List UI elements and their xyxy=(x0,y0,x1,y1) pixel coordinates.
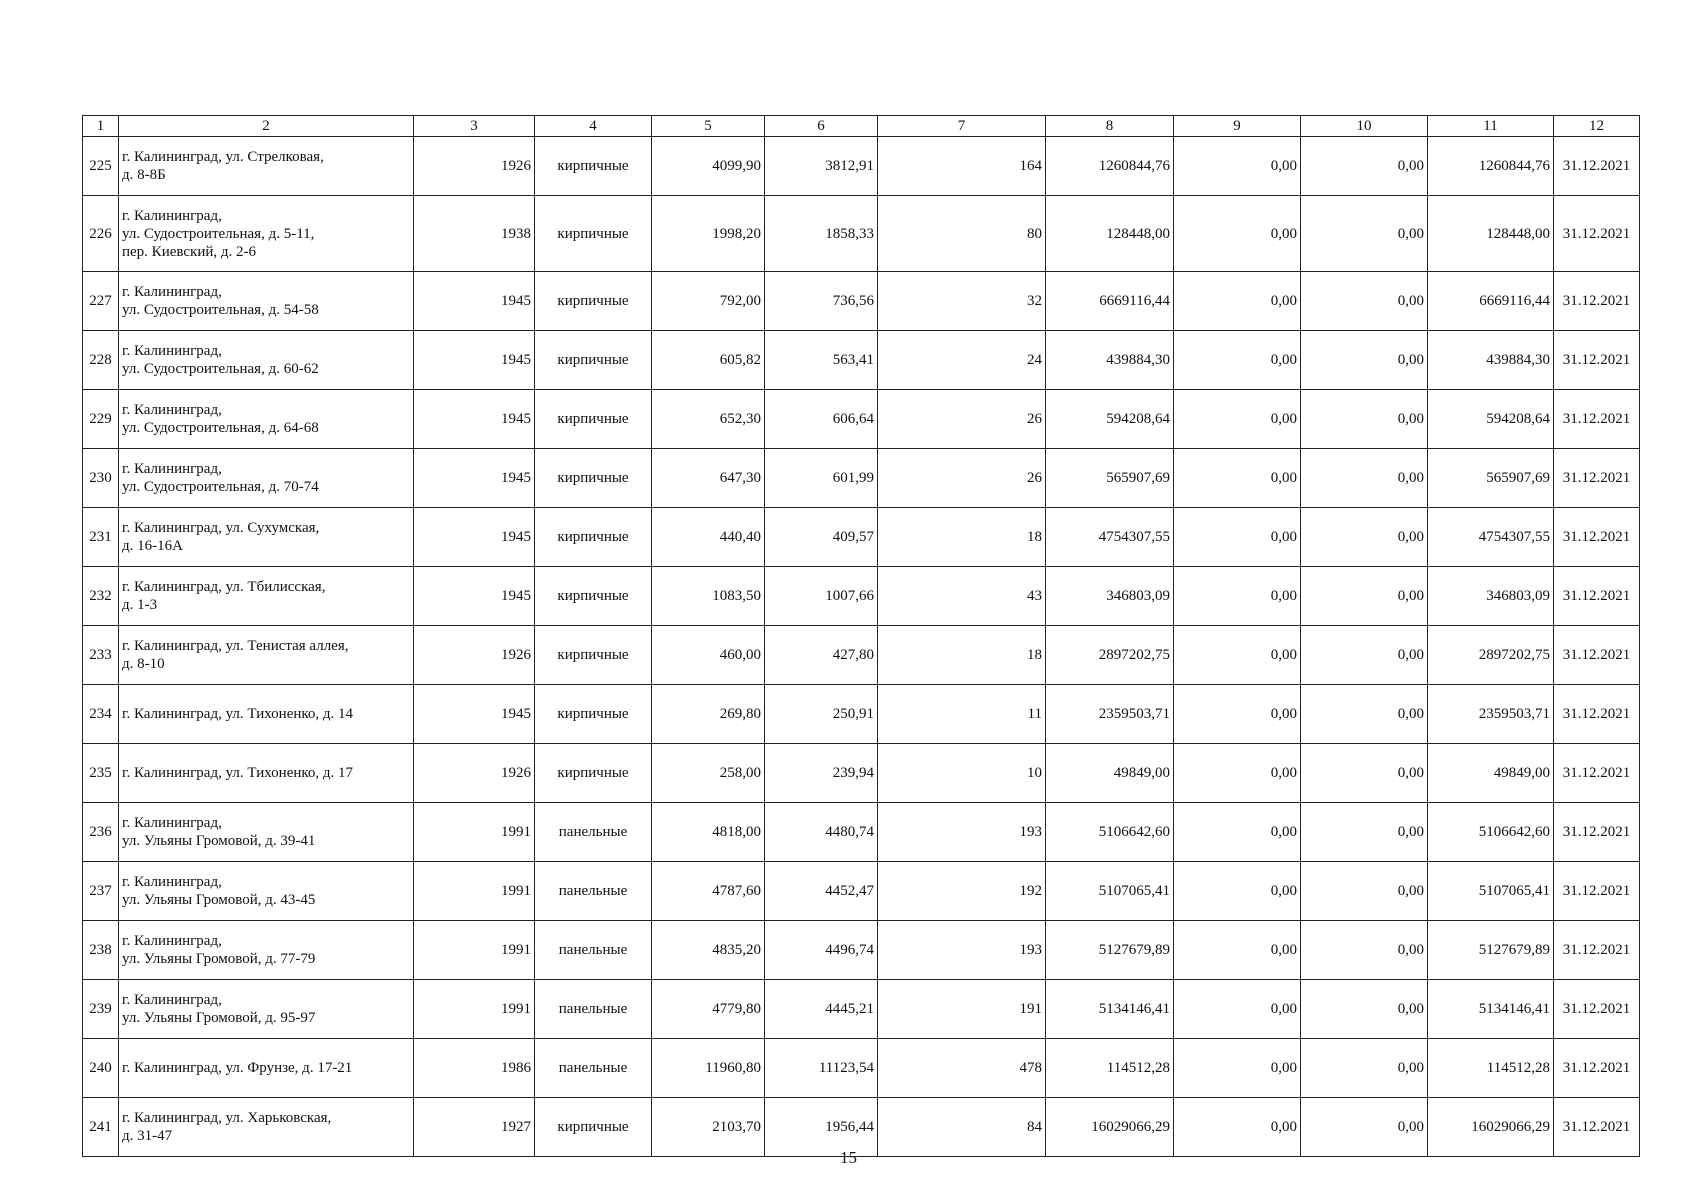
cell-col-6: 239,94 xyxy=(765,744,878,803)
cell-row-number: 230 xyxy=(83,449,119,508)
address-line: пер. Киевский, д. 2-6 xyxy=(122,243,256,260)
cell-col-8: 114512,28 xyxy=(1046,1039,1174,1098)
cell-col-12: 31.12.2021 xyxy=(1554,137,1640,196)
cell-year: 1927 xyxy=(414,1098,535,1157)
column-header: 9 xyxy=(1174,116,1301,137)
cell-col-9: 0,00 xyxy=(1174,626,1301,685)
cell-col-12: 31.12.2021 xyxy=(1554,1098,1640,1157)
address-line: г. Калининград, xyxy=(122,992,222,1008)
cell-col-9: 0,00 xyxy=(1174,137,1301,196)
cell-col-7: 80 xyxy=(878,196,1046,272)
cell-col-9: 0,00 xyxy=(1174,508,1301,567)
column-header: 5 xyxy=(652,116,765,137)
cell-year: 1926 xyxy=(414,744,535,803)
cell-col-10: 0,00 xyxy=(1301,390,1428,449)
cell-col-6: 250,91 xyxy=(765,685,878,744)
address-line: г. Калининград, ул. Тбилисская, xyxy=(122,579,326,595)
cell-row-number: 240 xyxy=(83,1039,119,1098)
cell-col-12: 31.12.2021 xyxy=(1554,508,1640,567)
cell-col-5: 652,30 xyxy=(652,390,765,449)
cell-col-9: 0,00 xyxy=(1174,685,1301,744)
table-row xyxy=(83,449,1640,508)
cell-address xyxy=(119,331,414,390)
cell-col-7: 18 xyxy=(878,508,1046,567)
cell-col-10: 0,00 xyxy=(1301,862,1428,921)
cell-col-12: 31.12.2021 xyxy=(1554,626,1640,685)
cell-col-5: 4835,20 xyxy=(652,921,765,980)
column-header: 3 xyxy=(414,116,535,137)
cell-col-11: 2897202,75 xyxy=(1428,626,1554,685)
cell-col-6: 3812,91 xyxy=(765,137,878,196)
cell-row-number: 225 xyxy=(83,137,119,196)
column-header: 2 xyxy=(119,116,414,137)
address-line: д. 8-10 xyxy=(122,656,165,672)
table-row xyxy=(83,390,1640,449)
cell-col-10: 0,00 xyxy=(1301,272,1428,331)
cell-col-6: 606,64 xyxy=(765,390,878,449)
cell-col-7: 192 xyxy=(878,862,1046,921)
cell-col-8: 1260844,76 xyxy=(1046,137,1174,196)
cell-col-7: 478 xyxy=(878,1039,1046,1098)
address-line: г. Калининград, xyxy=(122,402,222,418)
cell-col-9: 0,00 xyxy=(1174,272,1301,331)
cell-col-10: 0,00 xyxy=(1301,137,1428,196)
cell-col-7: 18 xyxy=(878,626,1046,685)
cell-col-9: 0,00 xyxy=(1174,921,1301,980)
cell-wall-material: кирпичные xyxy=(535,744,652,803)
address-line: г. Калининград, xyxy=(122,284,222,300)
cell-col-6: 4452,47 xyxy=(765,862,878,921)
cell-col-6: 1956,44 xyxy=(765,1098,878,1157)
address-line: г. Калининград, ул. Фрунзе, д. 17-21 xyxy=(122,1060,353,1076)
cell-col-5: 4099,90 xyxy=(652,137,765,196)
cell-col-11: 16029066,29 xyxy=(1428,1098,1554,1157)
table-row xyxy=(83,137,1640,196)
cell-col-11: 2359503,71 xyxy=(1428,685,1554,744)
table-row xyxy=(83,272,1640,331)
cell-col-8: 5106642,60 xyxy=(1046,803,1174,862)
cell-col-5: 460,00 xyxy=(652,626,765,685)
address-line: ул. Судостроительная, д. 60-62 xyxy=(122,361,319,377)
cell-address xyxy=(119,390,414,449)
cell-col-10: 0,00 xyxy=(1301,744,1428,803)
address-line: г. Калининград, xyxy=(122,874,222,890)
cell-row-number: 233 xyxy=(83,626,119,685)
cell-row-number: 231 xyxy=(83,508,119,567)
cell-address xyxy=(119,626,414,685)
cell-col-10: 0,00 xyxy=(1301,567,1428,626)
cell-address xyxy=(119,137,414,196)
cell-wall-material: кирпичные xyxy=(535,331,652,390)
cell-col-7: 164 xyxy=(878,137,1046,196)
cell-wall-material: кирпичные xyxy=(535,449,652,508)
address-line: ул. Ульяны Громовой, д. 95-97 xyxy=(122,1010,316,1026)
address-line: ул. Судостроительная, д. 5-11, xyxy=(122,225,315,242)
cell-col-7: 193 xyxy=(878,921,1046,980)
cell-col-6: 1858,33 xyxy=(765,196,878,272)
column-header: 8 xyxy=(1046,116,1174,137)
cell-col-9: 0,00 xyxy=(1174,1098,1301,1157)
cell-year: 1945 xyxy=(414,567,535,626)
cell-col-5: 792,00 xyxy=(652,272,765,331)
cell-col-9: 0,00 xyxy=(1174,196,1301,272)
cell-wall-material: панельные xyxy=(535,803,652,862)
cell-col-11: 5107065,41 xyxy=(1428,862,1554,921)
cell-wall-material: панельные xyxy=(535,862,652,921)
table-row xyxy=(83,685,1640,744)
cell-col-10: 0,00 xyxy=(1301,1039,1428,1098)
cell-row-number: 235 xyxy=(83,744,119,803)
table-row xyxy=(83,331,1640,390)
cell-col-11: 594208,64 xyxy=(1428,390,1554,449)
cell-row-number: 239 xyxy=(83,980,119,1039)
address-line: ул. Судостроительная, д. 64-68 xyxy=(122,420,319,436)
cell-col-11: 346803,09 xyxy=(1428,567,1554,626)
cell-col-5: 605,82 xyxy=(652,331,765,390)
cell-col-9: 0,00 xyxy=(1174,331,1301,390)
column-header: 10 xyxy=(1301,116,1428,137)
page-number: 15 xyxy=(840,1148,857,1167)
table-row xyxy=(83,508,1640,567)
address-line: д. 16-16А xyxy=(122,538,183,554)
cell-address xyxy=(119,744,414,803)
cell-address xyxy=(119,685,414,744)
cell-wall-material: кирпичные xyxy=(535,390,652,449)
cell-address xyxy=(119,449,414,508)
cell-year: 1991 xyxy=(414,980,535,1039)
cell-col-12: 31.12.2021 xyxy=(1554,980,1640,1039)
address-line: г. Калининград, ул. Харьковская, xyxy=(122,1110,332,1126)
cell-row-number: 237 xyxy=(83,862,119,921)
cell-address xyxy=(119,196,414,272)
cell-col-6: 1007,66 xyxy=(765,567,878,626)
cell-col-8: 6669116,44 xyxy=(1046,272,1174,331)
cell-col-5: 269,80 xyxy=(652,685,765,744)
cell-col-11: 5134146,41 xyxy=(1428,980,1554,1039)
cell-col-10: 0,00 xyxy=(1301,508,1428,567)
cell-year: 1986 xyxy=(414,1039,535,1098)
cell-col-10: 0,00 xyxy=(1301,803,1428,862)
cell-col-6: 427,80 xyxy=(765,626,878,685)
cell-wall-material: панельные xyxy=(535,921,652,980)
cell-col-8: 2359503,71 xyxy=(1046,685,1174,744)
address-line: г. Калининград, ул. Стрелковая, xyxy=(122,149,324,165)
cell-col-12: 31.12.2021 xyxy=(1554,803,1640,862)
cell-col-7: 26 xyxy=(878,449,1046,508)
cell-col-9: 0,00 xyxy=(1174,803,1301,862)
address-line: ул. Ульяны Громовой, д. 43-45 xyxy=(122,892,316,908)
cell-col-9: 0,00 xyxy=(1174,449,1301,508)
cell-row-number: 238 xyxy=(83,921,119,980)
cell-col-7: 193 xyxy=(878,803,1046,862)
cell-col-11: 49849,00 xyxy=(1428,744,1554,803)
cell-col-10: 0,00 xyxy=(1301,980,1428,1039)
address-line: г. Калининград, xyxy=(122,461,222,477)
column-header: 1 xyxy=(83,116,119,137)
address-line: г. Калининград, ул. Сухумская, xyxy=(122,520,320,536)
cell-address xyxy=(119,980,414,1039)
column-header: 6 xyxy=(765,116,878,137)
cell-row-number: 241 xyxy=(83,1098,119,1157)
cell-row-number: 227 xyxy=(83,272,119,331)
cell-col-6: 11123,54 xyxy=(765,1039,878,1098)
cell-wall-material: панельные xyxy=(535,1039,652,1098)
cell-wall-material: кирпичные xyxy=(535,272,652,331)
cell-row-number: 229 xyxy=(83,390,119,449)
cell-col-8: 4754307,55 xyxy=(1046,508,1174,567)
cell-col-7: 24 xyxy=(878,331,1046,390)
cell-wall-material: кирпичные xyxy=(535,137,652,196)
cell-col-9: 0,00 xyxy=(1174,980,1301,1039)
cell-col-8: 565907,69 xyxy=(1046,449,1174,508)
column-header: 11 xyxy=(1428,116,1554,137)
cell-col-12: 31.12.2021 xyxy=(1554,449,1640,508)
address-line: г. Калининград, ул. Тенистая аллея, xyxy=(122,638,349,654)
cell-col-9: 0,00 xyxy=(1174,1039,1301,1098)
table-row xyxy=(83,921,1640,980)
table-row xyxy=(83,1039,1640,1098)
cell-col-7: 10 xyxy=(878,744,1046,803)
cell-year: 1945 xyxy=(414,449,535,508)
cell-col-9: 0,00 xyxy=(1174,744,1301,803)
cell-col-8: 346803,09 xyxy=(1046,567,1174,626)
cell-col-12: 31.12.2021 xyxy=(1554,862,1640,921)
cell-address xyxy=(119,567,414,626)
cell-col-8: 128448,00 xyxy=(1046,196,1174,272)
cell-col-10: 0,00 xyxy=(1301,921,1428,980)
table-row xyxy=(83,567,1640,626)
cell-col-11: 128448,00 xyxy=(1428,196,1554,272)
cell-col-11: 114512,28 xyxy=(1428,1039,1554,1098)
cell-col-8: 2897202,75 xyxy=(1046,626,1174,685)
cell-col-5: 4787,60 xyxy=(652,862,765,921)
address-line: ул. Ульяны Громовой, д. 77-79 xyxy=(122,951,316,967)
cell-col-6: 4496,74 xyxy=(765,921,878,980)
cell-year: 1945 xyxy=(414,390,535,449)
cell-address xyxy=(119,1039,414,1098)
cell-col-8: 16029066,29 xyxy=(1046,1098,1174,1157)
cell-address xyxy=(119,272,414,331)
cell-address xyxy=(119,803,414,862)
cell-col-5: 1083,50 xyxy=(652,567,765,626)
cell-year: 1991 xyxy=(414,862,535,921)
address-line: г. Калининград, ул. Тихоненко, д. 17 xyxy=(122,765,354,781)
column-header: 12 xyxy=(1554,116,1640,137)
address-line: д. 31-47 xyxy=(122,1128,173,1144)
cell-col-9: 0,00 xyxy=(1174,862,1301,921)
table-row xyxy=(83,803,1640,862)
cell-col-6: 4480,74 xyxy=(765,803,878,862)
cell-year: 1945 xyxy=(414,685,535,744)
cell-year: 1945 xyxy=(414,508,535,567)
cell-col-7: 26 xyxy=(878,390,1046,449)
cell-col-12: 31.12.2021 xyxy=(1554,921,1640,980)
cell-col-10: 0,00 xyxy=(1301,449,1428,508)
cell-year: 1926 xyxy=(414,137,535,196)
cell-col-5: 647,30 xyxy=(652,449,765,508)
cell-year: 1945 xyxy=(414,331,535,390)
cell-wall-material: кирпичные xyxy=(535,685,652,744)
table-body xyxy=(83,137,1640,1157)
cell-col-5: 1998,20 xyxy=(652,196,765,272)
cell-address xyxy=(119,921,414,980)
address-line: г. Калининград, xyxy=(122,933,222,949)
address-line: ул. Судостроительная, д. 54-58 xyxy=(122,302,319,318)
cell-col-12: 31.12.2021 xyxy=(1554,331,1640,390)
cell-col-9: 0,00 xyxy=(1174,390,1301,449)
cell-col-6: 409,57 xyxy=(765,508,878,567)
cell-col-11: 565907,69 xyxy=(1428,449,1554,508)
table-row xyxy=(83,980,1640,1039)
cell-col-7: 84 xyxy=(878,1098,1046,1157)
cell-col-11: 1260844,76 xyxy=(1428,137,1554,196)
table-row xyxy=(83,862,1640,921)
cell-col-10: 0,00 xyxy=(1301,196,1428,272)
cell-year: 1991 xyxy=(414,803,535,862)
cell-wall-material: кирпичные xyxy=(535,508,652,567)
cell-address xyxy=(119,508,414,567)
cell-col-10: 0,00 xyxy=(1301,1098,1428,1157)
address-line: ул. Ульяны Громовой, д. 39-41 xyxy=(122,833,316,849)
cell-col-5: 440,40 xyxy=(652,508,765,567)
cell-row-number: 226 xyxy=(83,196,119,272)
cell-col-11: 4754307,55 xyxy=(1428,508,1554,567)
cell-col-5: 4818,00 xyxy=(652,803,765,862)
cell-col-7: 11 xyxy=(878,685,1046,744)
cell-col-8: 5127679,89 xyxy=(1046,921,1174,980)
cell-col-12: 31.12.2021 xyxy=(1554,1039,1640,1098)
housing-register-table xyxy=(82,115,1640,1157)
address-line: д. 8-8Б xyxy=(122,167,166,183)
cell-col-8: 439884,30 xyxy=(1046,331,1174,390)
cell-col-6: 736,56 xyxy=(765,272,878,331)
cell-col-5: 2103,70 xyxy=(652,1098,765,1157)
cell-col-11: 6669116,44 xyxy=(1428,272,1554,331)
cell-col-12: 31.12.2021 xyxy=(1554,567,1640,626)
cell-col-8: 5134146,41 xyxy=(1046,980,1174,1039)
cell-col-12: 31.12.2021 xyxy=(1554,744,1640,803)
cell-col-8: 594208,64 xyxy=(1046,390,1174,449)
cell-col-9: 0,00 xyxy=(1174,567,1301,626)
cell-col-5: 4779,80 xyxy=(652,980,765,1039)
cell-col-11: 5127679,89 xyxy=(1428,921,1554,980)
cell-col-12: 31.12.2021 xyxy=(1554,196,1640,272)
cell-wall-material: кирпичные xyxy=(535,196,652,272)
column-number-row xyxy=(83,116,1640,137)
table-row xyxy=(83,196,1640,272)
cell-col-6: 4445,21 xyxy=(765,980,878,1039)
cell-col-7: 43 xyxy=(878,567,1046,626)
cell-col-11: 5106642,60 xyxy=(1428,803,1554,862)
cell-col-5: 258,00 xyxy=(652,744,765,803)
column-header: 4 xyxy=(535,116,652,137)
cell-col-11: 439884,30 xyxy=(1428,331,1554,390)
address-line: г. Калининград, xyxy=(122,207,222,224)
cell-year: 1938 xyxy=(414,196,535,272)
cell-address xyxy=(119,862,414,921)
cell-row-number: 236 xyxy=(83,803,119,862)
cell-col-6: 563,41 xyxy=(765,331,878,390)
address-line: ул. Судостроительная, д. 70-74 xyxy=(122,479,319,495)
cell-wall-material: кирпичные xyxy=(535,1098,652,1157)
address-line: г. Калининград, ул. Тихоненко, д. 14 xyxy=(122,706,354,722)
cell-col-5: 11960,80 xyxy=(652,1039,765,1098)
cell-col-10: 0,00 xyxy=(1301,685,1428,744)
cell-col-12: 31.12.2021 xyxy=(1554,390,1640,449)
cell-col-7: 32 xyxy=(878,272,1046,331)
cell-col-8: 5107065,41 xyxy=(1046,862,1174,921)
cell-row-number: 234 xyxy=(83,685,119,744)
cell-col-12: 31.12.2021 xyxy=(1554,272,1640,331)
table-row xyxy=(83,744,1640,803)
address-line: д. 1-3 xyxy=(122,597,158,613)
cell-wall-material: панельные xyxy=(535,980,652,1039)
cell-row-number: 232 xyxy=(83,567,119,626)
address-line: г. Калининград, xyxy=(122,343,222,359)
column-header: 7 xyxy=(878,116,1046,137)
cell-year: 1991 xyxy=(414,921,535,980)
cell-year: 1945 xyxy=(414,272,535,331)
table-row xyxy=(83,626,1640,685)
cell-col-10: 0,00 xyxy=(1301,626,1428,685)
cell-row-number: 228 xyxy=(83,331,119,390)
cell-col-8: 49849,00 xyxy=(1046,744,1174,803)
cell-col-7: 191 xyxy=(878,980,1046,1039)
cell-col-12: 31.12.2021 xyxy=(1554,685,1640,744)
cell-year: 1926 xyxy=(414,626,535,685)
cell-wall-material: кирпичные xyxy=(535,626,652,685)
cell-col-6: 601,99 xyxy=(765,449,878,508)
cell-col-10: 0,00 xyxy=(1301,331,1428,390)
address-line: г. Калининград, xyxy=(122,815,222,831)
cell-wall-material: кирпичные xyxy=(535,567,652,626)
